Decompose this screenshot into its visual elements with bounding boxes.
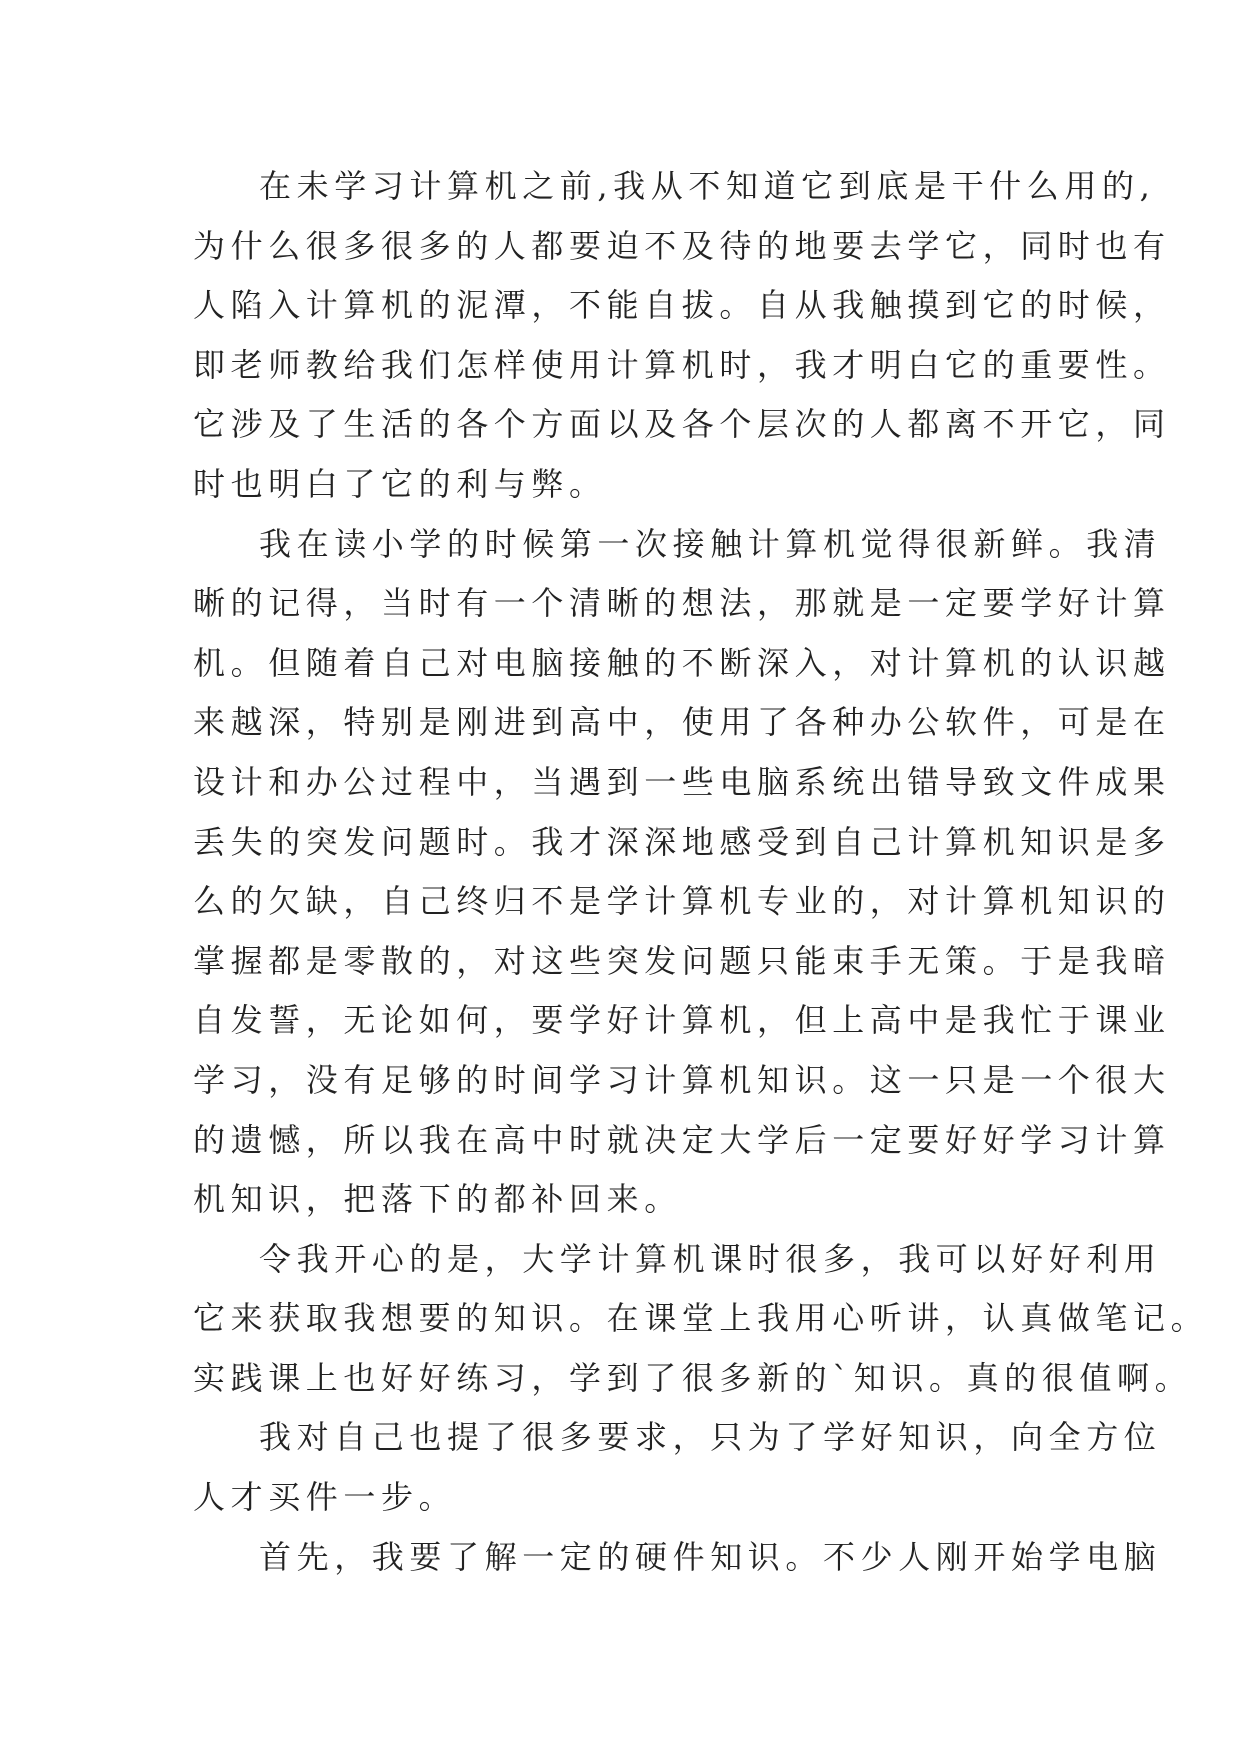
text-line: 学习，没有足够的时间学习计算机知识。这一只是一个很大: [193, 1060, 1171, 1099]
text-line: 我在读小学的时候第一次接触计算机觉得很新鲜。我清: [259, 524, 1162, 563]
text-line: 实践课上也好好练习，学到了很多新的`知识。真的很值啊。: [193, 1358, 1193, 1397]
text-line: 首先，我要了解一定的硬件知识。不少人刚开始学电脑: [259, 1537, 1162, 1576]
text-line: 自发誓，无论如何，要学好计算机，但上高中是我忙于课业: [193, 1001, 1171, 1040]
text-line: 机知识，把落下的都补回来。: [193, 1180, 682, 1219]
text-line: 它来获取我想要的知识。在课堂上我用心听讲，认真做笔记。: [193, 1299, 1209, 1338]
text-line: 令我开心的是，大学计算机课时很多，我可以好好利用: [259, 1239, 1162, 1278]
text-line: 么的欠缺，自己终归不是学计算机专业的，对计算机知识的: [193, 882, 1171, 921]
text-line: 时也明白了它的利与弊。: [193, 464, 607, 503]
text-line: 人才买件一步。: [193, 1478, 457, 1517]
text-line: 的遗憾，所以我在高中时就决定大学后一定要好好学习计算: [193, 1120, 1171, 1159]
text-line: 在未学习计算机之前,我从不知道它到底是干什么用的,: [259, 167, 1156, 205]
text-line: 即老师教给我们怎样使用计算机时，我才明白它的重要性。: [193, 345, 1171, 384]
text-line: 机。但随着自己对电脑接触的不断深入，对计算机的认识越: [193, 643, 1171, 682]
text-line: 来越深，特别是刚进到高中，使用了各种办公软件，可是在: [193, 703, 1171, 742]
text-line: 它涉及了生活的各个方面以及各个层次的人都离不开它，同: [193, 405, 1171, 444]
text-line: 掌握都是零散的，对这些突发问题只能束手无策。于是我暗: [193, 941, 1171, 980]
text-line: 晰的记得，当时有一个清晰的想法，那就是一定要学好计算: [193, 584, 1171, 623]
text-line: 设计和办公过程中，当遇到一些电脑系统出错导致文件成果: [193, 762, 1171, 801]
text-line: 为什么很多很多的人都要迫不及待的地要去学它，同时也有: [193, 226, 1171, 265]
text-line: 我对自己也提了很多要求，只为了学好知识，向全方位: [259, 1418, 1162, 1457]
text-line: 人陷入计算机的泥潭，不能自拔。自从我触摸到它的时候，: [193, 286, 1171, 325]
text-line: 丢失的突发问题时。我才深深地感受到自己计算机知识是多: [193, 822, 1171, 861]
body-text: [193, 157, 1209, 1587]
